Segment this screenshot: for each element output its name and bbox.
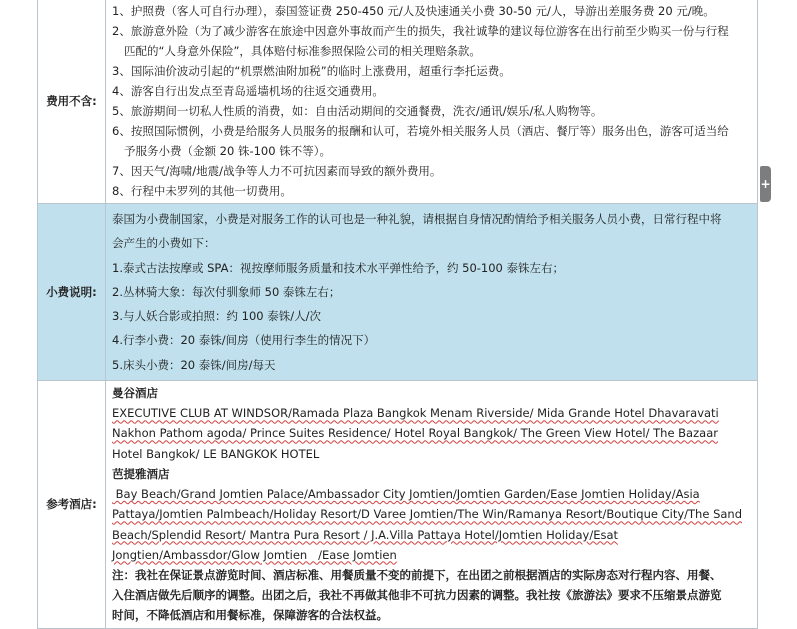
tips-line: 5.床头小费：20 泰铢/间房/每天 [112,357,276,372]
fees-excluded-label: 费用不含: [38,0,106,204]
tips-line: 4.行李小费：20 泰铢/间房（使用行李生的情况下） [112,333,376,348]
expand-side-button[interactable] [760,166,771,202]
itinerary-details-table [37,0,758,629]
hotel-list-line: Beach/Splendid Resort/ Mantra Pura Resort / J.A.Villa Pattaya Hotel/Jomtien Holiday/Esat [112,527,619,542]
plus-icon: + [760,177,771,191]
bangkok-hotels-title: 曼谷酒店 [112,386,158,401]
hotel-list-line: Pattaya/Jomtien Palmbeach/Holiday Resort/D Varee Jomtien/The Win/Ramanya Resort/Boutique City/The Sand [112,507,743,522]
hotel-list-line: Jongtien/Ambassdor/Glow Jomtien /Ease Jomtien [112,547,397,562]
hotel-list-line: Nakhon Pathom agoda/ Prince Suites Residence/ Hotel Royal Bangkok/ The Green View Hotel/ The Bazaar [112,426,718,441]
tips-content [106,204,758,381]
tips-line: 2.丛林骑大象：每次付驯象师 50 泰铢左右； [112,284,341,299]
fees-excluded-row [38,0,758,204]
fee-item: 2、旅游意外险（为了减少游客在旅途中因意外事故而产生的损失，我社诚挚的建议每位游客在出行前至少购买一份与行程 [112,24,729,38]
tips-label: 小费说明: [38,204,106,381]
hotels-content [106,381,758,628]
fee-item: 3、国际油价波动引起的“机票燃油附加税”的临时上涨费用，超重行李托运费。 [112,64,511,78]
fee-item: 5、旅游期间一切私人性质的消费，如：自由活动期间的交通餐费，洗衣/通讯/娱乐/私人购物等。 [112,104,603,118]
tips-line: 3.与人妖合影或拍照：约 100 泰铢/人/次 [112,309,321,324]
fee-item-cont: 匹配的“人身意外保险”，具体赔付标准参照保险公司的相关理赔条款。 [124,44,481,58]
fee-item: 8、行程中未罗列的其他一切费用。 [112,184,292,198]
fee-item: 1、护照费（客人可自行办理），泰国签证费 250-450 元/人及快速通关小费 30-50 元/人，导游出差服务费 20 元/晚。 [112,4,715,18]
hotel-list-line: Bay Beach/Grand Jomtien Palace/Ambassador City Jomtien/Jomtien Garden/Ease Jomtien Holiday/Asia [112,487,700,502]
hotel-list-line: EXECUTIVE CLUB AT WINDSOR/Ramada Plaza Bangkok Menam Riverside/ Mida Grande Hotel Dhavaravati [112,406,719,421]
tips-row [38,204,758,381]
fee-item: 4、游客自行出发点至青岛遥墙机场的往返交通费用。 [112,84,384,98]
hotels-row [38,381,758,628]
hotel-note-line: 注：我社在保证景点游览时间、酒店标准、用餐质量不变的前提下，在出团之前根据酒店的实际房态对行程内容、用餐、 [112,567,722,582]
hotel-list-line: Hotel Bangkok/ LE BANGKOK HOTEL [112,446,320,461]
pattaya-hotels-title: 芭提雅酒店 [112,466,170,481]
fees-excluded-content [106,0,758,204]
tips-line: 1.泰式古法按摩或 SPA：视按摩师服务质量和技术水平弹性给予，约 50-100 泰铢左右； [112,260,565,275]
tips-line: 泰国为小费制国家，小费是对服务工作的认可也是一种礼貌，请根据自身情况酌情给予相关服务人员小费，日常行程中将 [112,212,722,226]
fee-item: 6、按照国际惯例，小费是给服务人员服务的报酬和认可，若境外相关服务人员（酒店、餐厅等）服务出色，游客可适当给 [112,124,729,138]
hotel-note-line: 入住酒店做先后顺序的调整。出团之后，我社不再做其他非不可抗力因素的调整。我社按《旅游法》要求不压缩景点游览 [112,588,722,603]
hotel-note-line: 时间，不降低酒店和用餐标准，保障游客的合法权益。 [112,608,388,623]
tips-line: 会产生的小费如下： [112,236,216,251]
hotels-label: 参考酒店: [38,381,106,628]
fee-item-cont: 予服务小费（金额 20 铢-100 铢不等）。 [124,144,331,158]
fee-item: 7、因天气/海啸/地震/战争等人力不可抗因素而导致的额外费用。 [112,164,442,178]
